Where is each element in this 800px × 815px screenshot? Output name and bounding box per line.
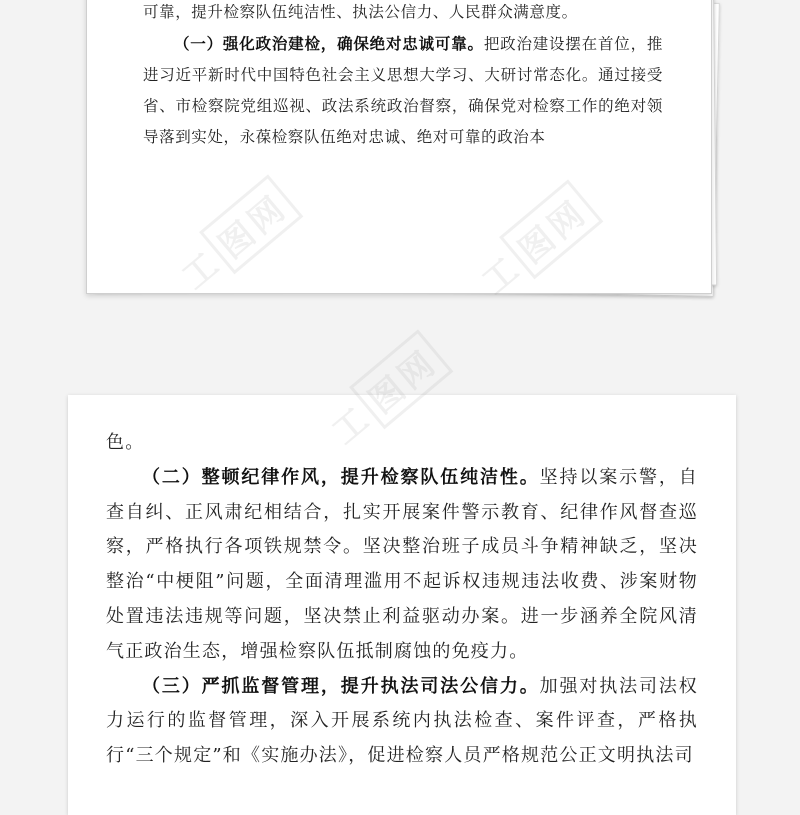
section-1-heading: （一）强化政治建检，确保绝对忠诚可靠。 — [174, 34, 484, 53]
paragraph-section-3 — [106, 670, 698, 774]
paragraph-continuation — [143, 0, 663, 28]
section-1-body: 把政治建设摆在首位，推进习近平新时代中国特色社会主义思想大学习、大研讨常态化。通过接受省、市检察院党组巡视、政法系统政治督察，确保党对检察工作的绝对领导落到实处，永葆检察队伍绝对忠诚、绝对可靠的政治本 — [143, 35, 663, 146]
paragraph-text: 可靠，提升检察队伍纯洁性、执法公信力、人民群众满意度。 — [143, 3, 578, 21]
section-3-body: 加强对执法司法权力运行的监督管理，深入开展系统内执法检查、案件评查，严格执行“三个规定”和《实施办法》，促进检察人员严格规范公正文明执法司 — [106, 675, 698, 767]
paragraph-text: 色。 — [106, 432, 145, 453]
document-page-bottom — [68, 395, 736, 815]
page-top-text — [143, 0, 663, 153]
watermark-boxed: 图网 — [349, 329, 453, 429]
page-bottom-text — [106, 426, 698, 774]
section-2-heading: （二）整顿纪律作风，提升检察队伍纯洁性。 — [142, 466, 540, 488]
paragraph-section-1 — [143, 28, 663, 153]
section-3-heading: （三）严抓监督管理，提升执法司法公信力。 — [142, 675, 540, 697]
section-2-body: 坚持以案示警，自查自纠、正风肃纪相结合，扎实开展案件警示教育、纪律作风督查巡察，严格执行各项铁规禁令。坚决整治班子成员斗争精神缺乏，坚决整治“中梗阻”问题，全面清理滥用不起诉权违规违法收费、涉案财物处置违法违规等问题，坚决禁止利益驱动办案。进一步涵养全院风清气正政治生态，增强检察队伍抵制腐蚀的免疫力。 — [106, 466, 698, 662]
paragraph-section-2 — [106, 461, 698, 670]
paragraph-continuation — [106, 426, 698, 461]
document-page-top — [86, 0, 712, 294]
